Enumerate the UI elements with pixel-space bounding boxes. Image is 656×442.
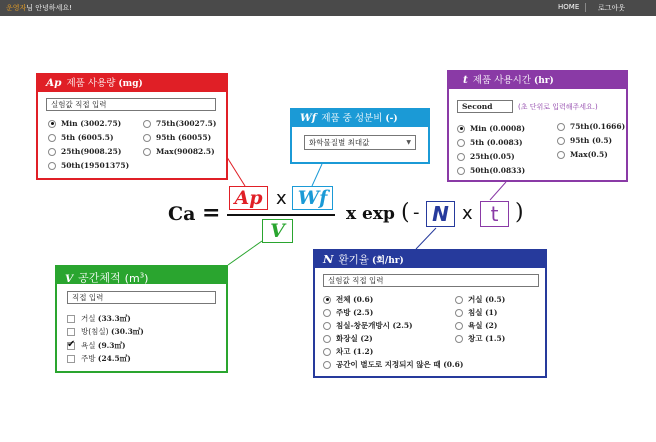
n-option-storage[interactable]: 창고 (1.5) [455, 333, 505, 344]
radio-icon [48, 162, 56, 170]
logout-link[interactable]: 로그아웃 [598, 4, 626, 12]
dropdown-arrow-icon: ▼ [406, 139, 411, 146]
radio-icon [455, 322, 463, 330]
checkbox-checked-icon [67, 342, 75, 350]
ap-option-75th[interactable]: 75th(30027.5) [143, 119, 216, 128]
n-input[interactable]: 실험값 직접 입력 [323, 274, 539, 287]
v-option-bedroom[interactable]: 방(침실) (30.3㎥) [67, 326, 144, 337]
radio-selected-icon [457, 125, 465, 133]
wf-panel-title: Wf 제품 중 성분비 (-) [292, 110, 428, 127]
ap-panel [36, 73, 228, 180]
t-option-75th[interactable]: 75th(0.1666) [557, 122, 625, 131]
v-connector [228, 241, 262, 265]
radio-icon [557, 151, 565, 159]
nav-divider [585, 3, 586, 12]
greeting [6, 3, 72, 13]
eq-exp: x exp [346, 204, 395, 224]
radio-icon [457, 153, 465, 161]
v-panel [55, 265, 228, 373]
radio-icon [455, 296, 463, 304]
n-option-kitchen[interactable]: 주방 (2.5) [323, 307, 373, 318]
n-option-restroom[interactable]: 화장실 (2) [323, 333, 373, 344]
t-option-95th[interactable]: 95th (0.5) [557, 136, 612, 145]
t-panel-title: t 제품 사용시간 (hr) [449, 72, 626, 89]
wf-connector [312, 164, 322, 186]
radio-selected-icon [323, 296, 331, 304]
radio-icon [143, 134, 151, 142]
v-option-kitchen[interactable]: 주방 (24.5㎥) [67, 353, 131, 364]
radio-icon [323, 309, 331, 317]
eq-open-paren: ( [401, 200, 410, 225]
radio-icon [48, 134, 56, 142]
ap-option-95th[interactable]: 95th (60055) [143, 133, 211, 142]
n-panel [313, 249, 547, 378]
radio-icon [323, 322, 331, 330]
n-option-bedroom-window-open[interactable]: 침실-창문개방시 (2.5) [323, 320, 413, 331]
radio-icon [455, 309, 463, 317]
t-option-25th[interactable]: 25th(0.05) [457, 152, 515, 161]
n-option-living-room[interactable]: 거실 (0.5) [455, 294, 505, 305]
top-bar [0, 0, 656, 16]
eq-lhs: Ca [168, 203, 196, 225]
eq-v-box: V [262, 219, 293, 243]
checkbox-icon [67, 355, 75, 363]
n-option-bedroom[interactable]: 침실 (1) [455, 307, 497, 318]
v-option-living-room[interactable]: 거실 (33.3㎥) [67, 313, 131, 324]
t-option-min[interactable]: Min (0.0008) [457, 124, 525, 133]
eq-n-box: N [426, 201, 455, 227]
n-option-bathroom[interactable]: 욕실 (2) [455, 320, 497, 331]
radio-icon [323, 335, 331, 343]
n-option-unspecified[interactable]: 공간이 별도로 지정되지 않은 때 (0.6) [323, 359, 463, 370]
eq-times-2: x [462, 203, 473, 224]
n-option-garage[interactable]: 차고 (1.2) [323, 346, 373, 357]
radio-icon [143, 148, 151, 156]
eq-ap-box: Ap [229, 186, 268, 210]
radio-icon [48, 148, 56, 156]
eq-wf-box: Wf [292, 186, 333, 210]
wf-select[interactable]: 화학물질별 최대값 ▼ [304, 135, 416, 150]
eq-equals: = [202, 200, 221, 226]
eq-minus: - [413, 202, 420, 223]
checkbox-icon [67, 328, 75, 336]
ap-option-min[interactable]: Min (3002.75) [48, 119, 121, 128]
eq-times-1: x [276, 188, 287, 209]
ap-option-50th[interactable]: 50th(19501375) [48, 161, 129, 170]
t-option-50th[interactable]: 50th(0.0833) [457, 166, 525, 175]
home-link[interactable]: HOME [558, 3, 580, 11]
eq-t-box: t [480, 201, 509, 227]
checkbox-icon [67, 315, 75, 323]
ap-option-5th[interactable]: 5th (6005.5) [48, 133, 114, 142]
radio-selected-icon [48, 120, 56, 128]
t-input[interactable]: Second [457, 100, 513, 113]
radio-icon [143, 120, 151, 128]
v-option-bathroom[interactable]: ✔ 욕실 (9.3㎥) [67, 340, 126, 351]
t-connector [490, 182, 506, 200]
radio-icon [457, 139, 465, 147]
radio-icon [557, 137, 565, 145]
eq-fraction-bar [227, 214, 335, 216]
t-panel [447, 70, 628, 182]
t-option-max[interactable]: Max(0.5) [557, 150, 608, 159]
user-name: 운영자 [6, 4, 27, 12]
radio-icon [323, 348, 331, 356]
greeting-text: 님 안녕하세요! [26, 4, 72, 12]
t-hint: (초 단위로 입력해주세요.) [518, 103, 598, 111]
v-panel-title: V 공간체적 $(m^3)$ [57, 267, 226, 284]
eq-close-paren: ) [515, 200, 524, 225]
n-connector [416, 228, 436, 249]
n-option-all[interactable]: 전체 (0.6) [323, 294, 373, 305]
radio-icon [455, 335, 463, 343]
ap-option-25th[interactable]: 25th(9008.25) [48, 147, 121, 156]
radio-icon [557, 123, 565, 131]
radio-icon [457, 167, 465, 175]
ap-option-max[interactable]: Max(90082.5) [143, 147, 215, 156]
n-panel-title: N 환기율 (회/hr) [315, 251, 545, 268]
v-input[interactable]: 직접 입력 [67, 291, 216, 304]
wf-panel [290, 108, 430, 164]
ap-input[interactable]: 실험값 직접 입력 [46, 98, 216, 111]
ap-panel-title: Ap 제품 사용량 (mg) [38, 75, 226, 92]
radio-icon [323, 361, 331, 369]
t-option-5th[interactable]: 5th (0.0083) [457, 138, 523, 147]
